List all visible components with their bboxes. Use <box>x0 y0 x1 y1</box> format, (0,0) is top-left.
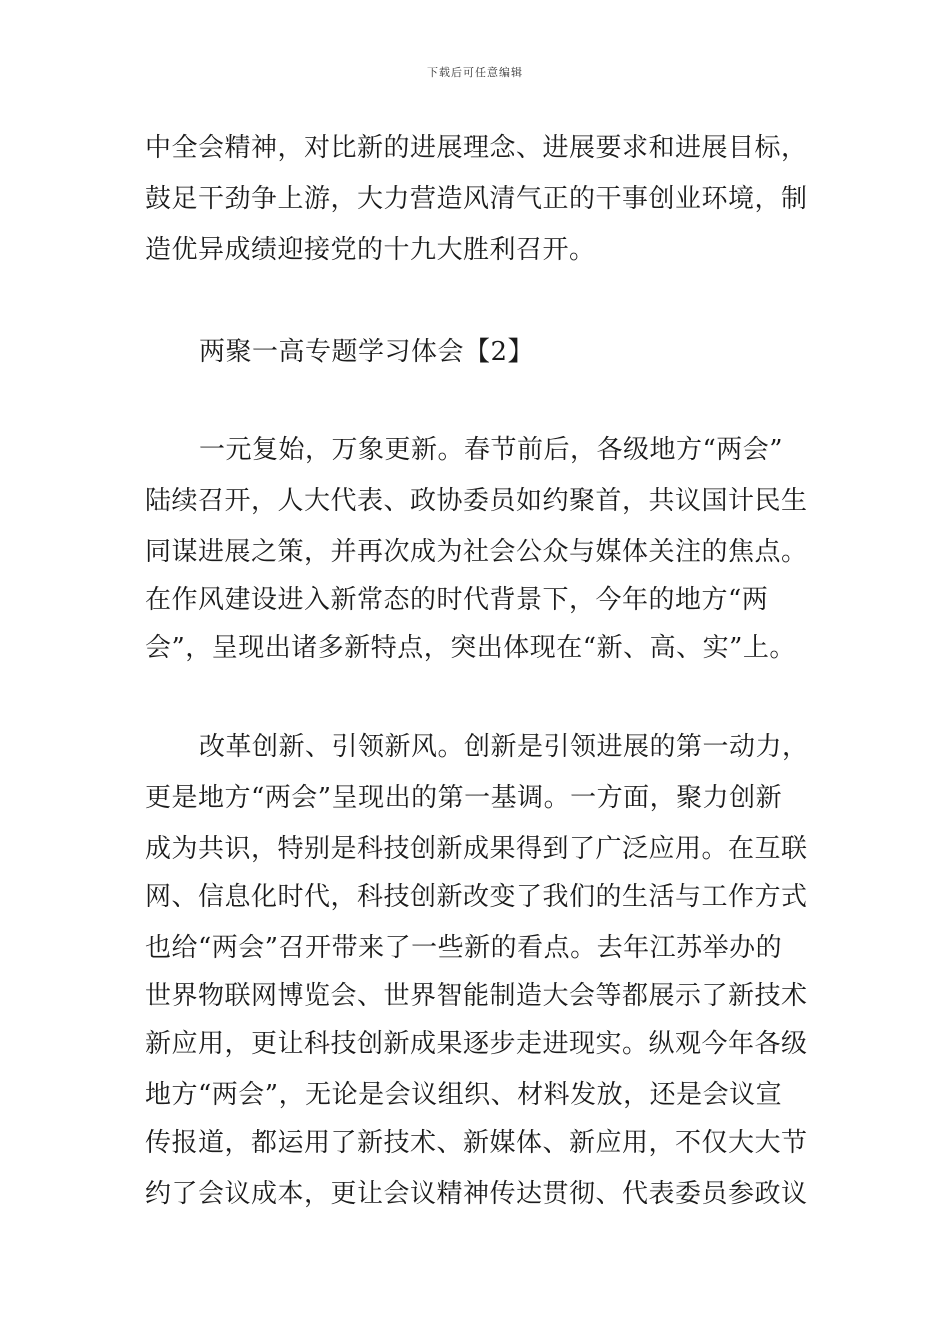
paragraph-1-line-1: 中全会精神，对比新的进展理念、进展要求和进展目标， <box>145 133 808 163</box>
paragraph-3-line-4: 网、信息化时代，科技创新改变了我们的生活与工作方式 <box>145 882 808 912</box>
paragraph-3-line-2: 更是地方“两会”呈现出的第一基调。一方面，聚力创新 <box>145 783 783 813</box>
section-heading: 两聚一高专题学习体会【2】 <box>199 337 535 367</box>
paragraph-3-line-8: 地方“两会”，无论是会议组织、材料发放，还是会议宣 <box>145 1080 783 1110</box>
paragraph-3-line-1: 改革创新、引领新风。创新是引领进展的第一动力， <box>199 732 809 762</box>
paragraph-3-line-5: 也给“两会”召开带来了一些新的看点。去年江苏举办的 <box>145 933 783 963</box>
paragraph-3-line-3: 成为共识，特别是科技创新成果得到了广泛应用。在互联 <box>145 834 808 864</box>
paragraph-3-line-6: 世界物联网博览会、世界智能制造大会等都展示了新技术 <box>145 981 808 1011</box>
paragraph-3-line-10: 约了会议成本，更让会议精神传达贯彻、代表委员参政议 <box>145 1179 808 1209</box>
paragraph-3-line-7: 新应用，更让科技创新成果逐步走进现实。纵观今年各级 <box>145 1029 808 1059</box>
paragraph-2-line-4: 在作风建设进入新常态的时代背景下，今年的地方“两 <box>145 585 769 615</box>
paragraph-2-line-3: 同谋进展之策，并再次成为社会公众与媒体关注的焦点。 <box>145 537 808 567</box>
paragraph-3-line-9: 传报道，都运用了新技术、新媒体、新应用，不仅大大节 <box>145 1128 808 1158</box>
paragraph-1-line-3: 造优异成绩迎接党的十九大胜利召开。 <box>145 235 596 265</box>
paragraph-2-line-5: 会”，呈现出诸多新特点，突出体现在“新、高、实”上。 <box>145 633 796 663</box>
paragraph-2-line-1: 一元复始，万象更新。春节前后，各级地方“两会” <box>199 435 784 465</box>
paragraph-1-line-2: 鼓足干劲争上游，大力营造风清气正的干事创业环境，制 <box>145 184 808 214</box>
paragraph-2-line-2: 陆续召开，人大代表、政协委员如约聚首，共议国计民生 <box>145 486 808 516</box>
header-note: 下载后可任意编辑 <box>427 66 523 79</box>
